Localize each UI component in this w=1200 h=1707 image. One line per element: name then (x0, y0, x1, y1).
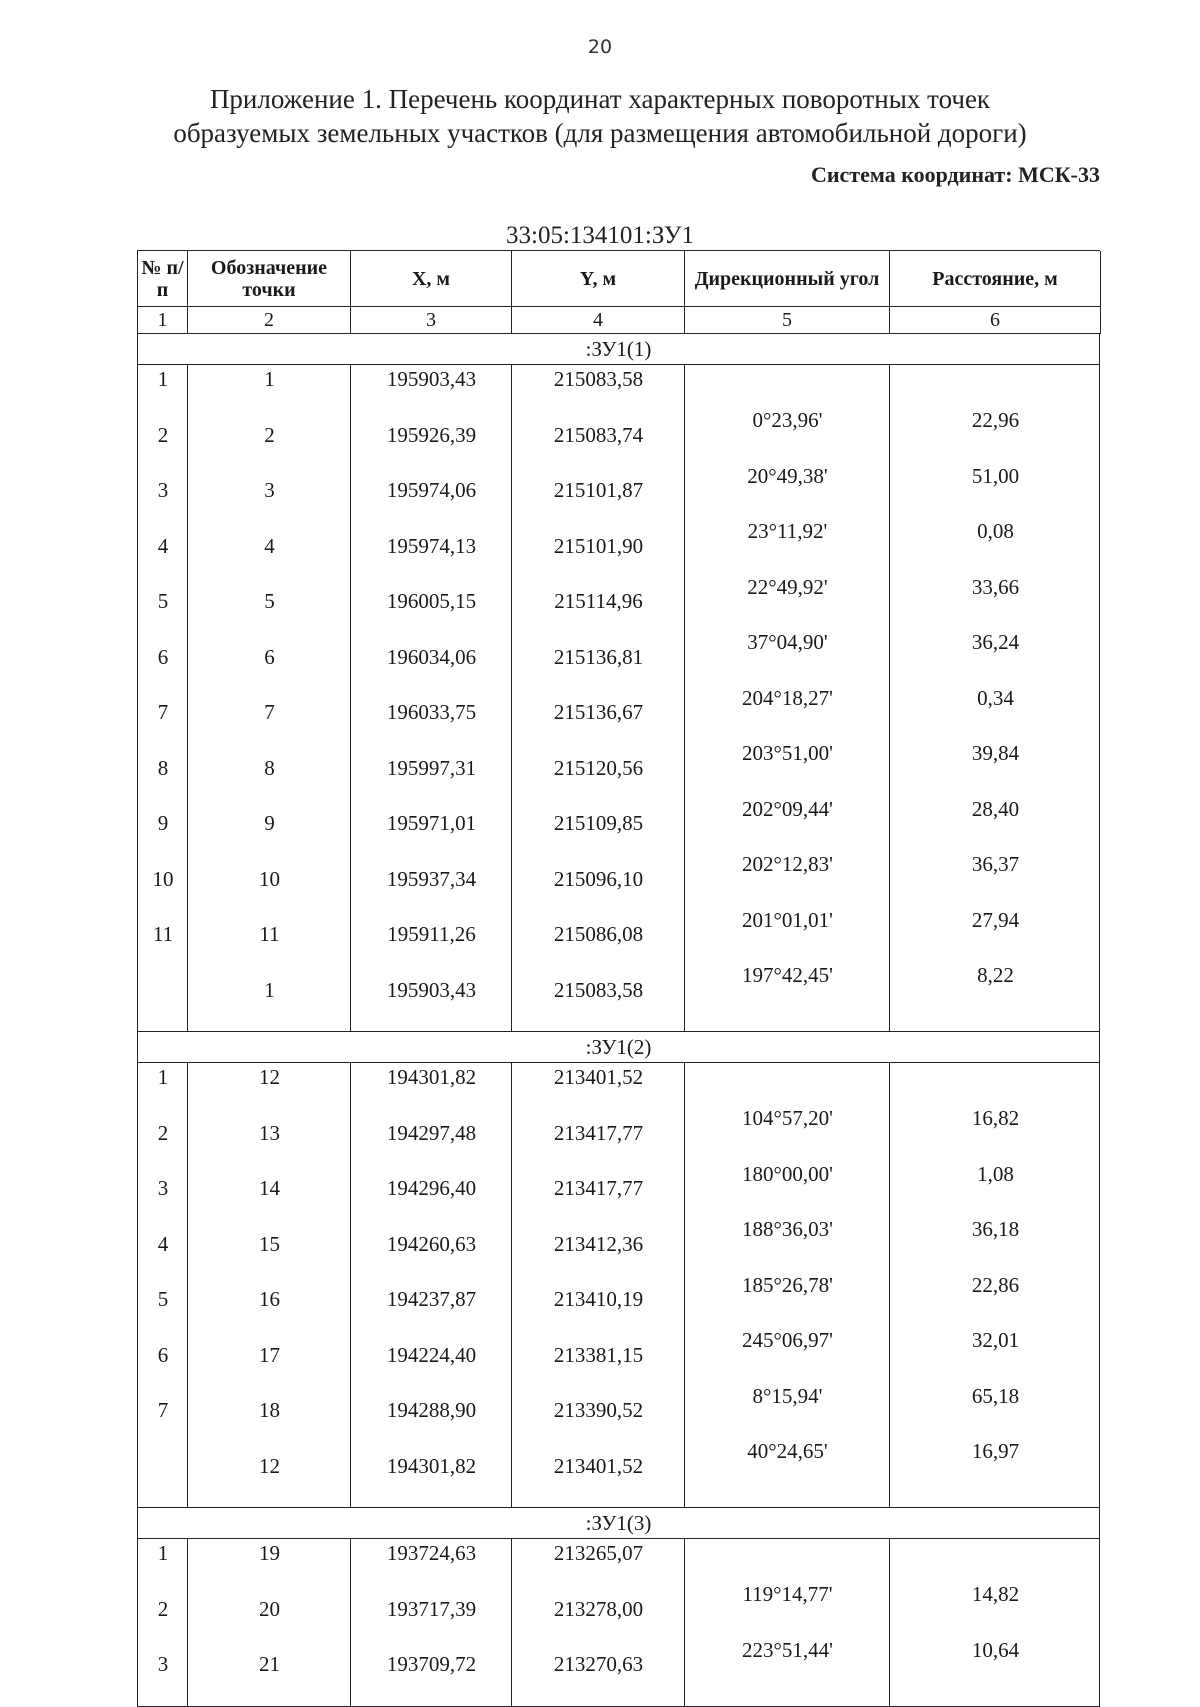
segment-spacer (512, 448, 685, 504)
segment-spacer (138, 1622, 188, 1678)
y-coordinate: 215136,67 (553, 700, 644, 724)
segment-row (138, 504, 1099, 560)
segment-spacer (138, 1146, 188, 1202)
table-body (137, 334, 1100, 1707)
segment-spacer (138, 615, 188, 671)
segment-distance: 36,37 (971, 852, 1020, 876)
segment-distance: 10,64 (971, 1637, 1020, 1662)
y-coordinate: 213417,77 (553, 1176, 644, 1200)
x-coordinate: 194297,48 (386, 1120, 477, 1145)
segment-row (138, 1424, 1099, 1480)
y-coordinate: 215109,85 (553, 811, 644, 835)
segment-distance: 36,24 (971, 630, 1020, 654)
segment-spacer (512, 393, 685, 449)
segment-row (138, 1257, 1099, 1313)
segment-spacer (351, 892, 512, 948)
x-coordinate: 194224,40 (386, 1342, 477, 1367)
segment-spacer (512, 781, 685, 837)
row-number: 11 (152, 922, 174, 946)
segment-spacer (188, 726, 351, 782)
segment-spacer (351, 559, 512, 615)
x-coordinate: 195997,31 (386, 755, 477, 780)
segment-row (138, 892, 1099, 948)
document-title (0, 82, 1200, 150)
segment-distance: 0,34 (977, 685, 1014, 710)
header-number: № п/п (138, 251, 188, 307)
direction-angle: 245°06,97' (742, 1328, 833, 1352)
segment-spacer (512, 1313, 685, 1369)
y-coordinate: 213265,07 (553, 1541, 644, 1565)
y-coordinate: 215114,96 (554, 589, 643, 613)
point-label: 14 (259, 1176, 280, 1200)
segment-spacer (512, 892, 685, 948)
segment-spacer (351, 393, 512, 449)
point-label: 16 (259, 1287, 280, 1311)
segment-spacer (188, 948, 351, 1004)
segment-row (138, 781, 1099, 837)
row-number: 6 (157, 1342, 169, 1367)
segment-spacer (512, 1202, 685, 1258)
segment-spacer (188, 1622, 351, 1678)
x-coordinate: 194237,87 (386, 1287, 477, 1311)
segment-distance: 39,84 (971, 741, 1020, 765)
direction-angle: 20°49,38' (747, 463, 828, 488)
point-label: 8 (264, 755, 275, 780)
x-coordinate: 195903,43 (386, 367, 477, 391)
segment-spacer (512, 948, 685, 1004)
y-coordinate: 213381,15 (553, 1342, 644, 1367)
direction-angle: 40°24,65' (747, 1439, 828, 1463)
column-number: 3 (351, 307, 512, 334)
point-label: 20 (259, 1596, 280, 1621)
row-number: 9 (157, 811, 169, 835)
row-number: 2 (157, 1596, 169, 1621)
point-label: 17 (259, 1342, 280, 1367)
direction-angle: 119°14,77' (742, 1582, 833, 1606)
segment-row (138, 1368, 1099, 1424)
direction-angle: 202°12,83' (742, 852, 833, 876)
x-coordinate: 195974,13 (386, 533, 477, 558)
section-rows (137, 365, 1100, 1032)
direction-angle: 185°26,78' (742, 1272, 833, 1297)
segment-row (138, 1313, 1099, 1369)
y-coordinate: 215083,74 (553, 422, 644, 447)
point-label: 3 (264, 478, 275, 502)
y-coordinate: 213412,36 (553, 1231, 644, 1256)
point-label: 19 (259, 1541, 280, 1565)
segment-spacer (351, 1622, 512, 1678)
segment-spacer (512, 726, 685, 782)
segment-spacer (351, 448, 512, 504)
segment-spacer (351, 504, 512, 560)
row-number: 4 (157, 1231, 169, 1256)
row-number: 2 (157, 422, 169, 447)
direction-angle: 202°09,44' (742, 796, 833, 821)
y-coordinate: 215083,58 (553, 367, 644, 391)
segment-distance: 51,00 (971, 463, 1020, 488)
coordinates-table (137, 250, 1100, 1707)
row-number: 3 (157, 1652, 169, 1676)
x-coordinate: 196034,06 (386, 644, 477, 669)
y-coordinate: 213390,52 (553, 1398, 644, 1422)
segment-row (138, 1202, 1099, 1258)
column-number: 1 (138, 307, 188, 334)
x-coordinate: 195911,26 (387, 922, 476, 946)
segment-row (138, 948, 1099, 1004)
segment-row (138, 726, 1099, 782)
segment-spacer (512, 1424, 685, 1480)
segment-spacer (351, 1146, 512, 1202)
segment-spacer (138, 892, 188, 948)
segment-distance: 8,22 (977, 963, 1014, 987)
segment-spacer (138, 1257, 188, 1313)
segment-spacer (512, 670, 685, 726)
segment-spacer (138, 1567, 188, 1623)
segment-distance: 14,82 (971, 1582, 1020, 1606)
direction-angle: 0°23,96' (752, 408, 823, 432)
segment-distance: 1,08 (977, 1161, 1014, 1186)
direction-angle: 104°57,20' (742, 1106, 833, 1130)
segment-row (138, 1146, 1099, 1202)
row-number: 7 (157, 1398, 169, 1422)
segment-spacer (138, 948, 188, 1004)
segment-distance: 32,01 (971, 1328, 1020, 1352)
segment-spacer (188, 1424, 351, 1480)
direction-angle: 204°18,27' (742, 685, 833, 710)
segment-spacer (138, 1368, 188, 1424)
segment-spacer (188, 559, 351, 615)
x-coordinate: 195971,01 (386, 811, 477, 835)
segment-spacer (512, 1567, 685, 1623)
segment-spacer (351, 615, 512, 671)
x-coordinate: 195926,39 (386, 422, 477, 447)
row-number: 7 (157, 700, 169, 724)
segment-distance: 36,18 (971, 1217, 1020, 1241)
x-coordinate: 196005,15 (386, 589, 477, 613)
segment-distance: 16,97 (971, 1439, 1020, 1463)
x-coordinate: 196033,75 (386, 700, 477, 724)
y-coordinate: 213270,63 (553, 1652, 644, 1676)
y-coordinate: 215083,58 (553, 977, 644, 1002)
segment-spacer (512, 504, 685, 560)
segment-spacer (188, 1313, 351, 1369)
segment-spacer (138, 837, 188, 893)
segment-spacer (351, 781, 512, 837)
y-coordinate: 215101,87 (553, 478, 644, 502)
segment-row (138, 615, 1099, 671)
segment-spacer (512, 1146, 685, 1202)
segment-spacer (188, 1091, 351, 1147)
segment-row (138, 559, 1099, 615)
segment-spacer (351, 1424, 512, 1480)
point-label: 9 (264, 811, 275, 835)
table-header (137, 250, 1100, 334)
x-coordinate: 194296,40 (386, 1176, 477, 1200)
parcel-id: 33:05:134101:ЗУ1 (506, 222, 694, 249)
point-label: 2 (264, 422, 275, 447)
direction-angle: 201°01,01' (742, 907, 833, 932)
segment-spacer (138, 670, 188, 726)
segment-spacer (512, 559, 685, 615)
segment-spacer (351, 1567, 512, 1623)
x-coordinate: 194301,82 (386, 1065, 477, 1089)
row-number: 5 (157, 1287, 169, 1311)
direction-angle: 23°11,92' (747, 519, 828, 543)
segment-row (138, 1622, 1099, 1678)
direction-angle: 203°51,00' (742, 741, 833, 765)
section-title: :ЗУ1(3) (137, 1508, 1100, 1539)
direction-angle: 197°42,45' (742, 963, 833, 987)
title-line-2: образуемых земельных участков (для размещения автомобильной дороги) (173, 118, 1027, 148)
segment-spacer (138, 448, 188, 504)
point-label: 15 (259, 1231, 280, 1256)
direction-angle: 8°15,94' (752, 1383, 823, 1408)
row-number: 5 (157, 589, 169, 613)
segment-spacer (512, 1368, 685, 1424)
point-label: 10 (259, 866, 280, 891)
segment-spacer (138, 1313, 188, 1369)
direction-angle: 37°04,90' (747, 630, 828, 654)
segment-spacer (512, 615, 685, 671)
row-number: 2 (157, 1120, 169, 1145)
segment-distance: 22,96 (971, 408, 1020, 432)
segment-spacer (188, 1202, 351, 1258)
segment-spacer (188, 615, 351, 671)
section-rows (137, 1539, 1100, 1707)
y-coordinate: 215096,10 (553, 866, 644, 891)
y-coordinate: 215136,81 (553, 644, 644, 669)
title-line-1: Приложение 1. Перечень координат характерных поворотных точек (209, 84, 991, 114)
segment-spacer (351, 670, 512, 726)
segment-spacer (138, 1091, 188, 1147)
x-coordinate: 195903,43 (386, 977, 477, 1002)
segment-spacer (351, 1368, 512, 1424)
segment-row (138, 837, 1099, 893)
header-x: X, м (351, 251, 512, 307)
direction-angle: 223°51,44' (742, 1637, 833, 1662)
segment-distance: 22,86 (971, 1272, 1020, 1297)
segment-distance: 65,18 (971, 1383, 1020, 1408)
segment-distance: 27,94 (971, 907, 1020, 932)
segment-spacer (188, 504, 351, 560)
coordinate-system: Система координат: МСК-33 (810, 162, 1100, 187)
point-label: 21 (259, 1652, 280, 1676)
segment-spacer (351, 837, 512, 893)
x-coordinate: 194301,82 (386, 1453, 477, 1478)
segment-row (138, 1567, 1099, 1623)
column-number: 6 (890, 307, 1101, 334)
section-rows (137, 1063, 1100, 1508)
segment-spacer (188, 393, 351, 449)
header-angle: Дирекционный угол (685, 251, 890, 307)
x-coordinate: 193717,39 (386, 1596, 477, 1621)
row-number: 8 (157, 755, 169, 780)
point-label: 6 (264, 644, 275, 669)
row-number: 1 (157, 1065, 169, 1089)
section-title: :ЗУ1(2) (137, 1032, 1100, 1063)
section-title: :ЗУ1(1) (137, 334, 1100, 365)
header-y: Y, м (512, 251, 685, 307)
segment-distance: 0,08 (977, 519, 1014, 543)
segment-spacer (512, 1091, 685, 1147)
y-coordinate: 213417,77 (553, 1120, 644, 1145)
segment-distance: 16,82 (971, 1106, 1020, 1130)
x-coordinate: 195937,34 (386, 866, 477, 891)
row-number: 3 (157, 478, 169, 502)
direction-angle: 180°00,00' (742, 1161, 833, 1186)
header-point: Обозначение точки (188, 251, 351, 307)
point-label: 12 (259, 1453, 280, 1478)
segment-spacer (188, 892, 351, 948)
row-number: 1 (157, 367, 169, 391)
segment-spacer (138, 726, 188, 782)
segment-spacer (138, 1424, 188, 1480)
segment-spacer (138, 393, 188, 449)
segment-row (138, 448, 1099, 504)
point-label: 7 (264, 700, 275, 724)
point-label: 5 (264, 589, 275, 613)
segment-spacer (351, 1091, 512, 1147)
segment-spacer (188, 781, 351, 837)
segment-row (138, 670, 1099, 726)
segment-spacer (351, 726, 512, 782)
y-coordinate: 213410,19 (553, 1287, 644, 1311)
y-coordinate: 213401,52 (553, 1453, 644, 1478)
segment-spacer (138, 559, 188, 615)
segment-spacer (188, 448, 351, 504)
row-number: 6 (157, 644, 169, 669)
segment-row (138, 393, 1099, 449)
x-coordinate: 193709,72 (386, 1652, 477, 1676)
segment-spacer (188, 1567, 351, 1623)
point-label: 1 (264, 977, 275, 1002)
row-number: 4 (157, 533, 169, 558)
segment-spacer (512, 837, 685, 893)
y-coordinate: 213401,52 (553, 1065, 644, 1089)
point-label: 12 (259, 1065, 280, 1089)
row-number: 1 (157, 1541, 169, 1565)
y-coordinate: 215120,56 (553, 755, 644, 780)
segment-spacer (188, 1146, 351, 1202)
row-number: 3 (157, 1176, 169, 1200)
point-label: 1 (264, 367, 275, 391)
segment-spacer (351, 1257, 512, 1313)
segment-spacer (188, 1257, 351, 1313)
x-coordinate: 194260,63 (386, 1231, 477, 1256)
header-distance: Расстояние, м (890, 251, 1101, 307)
point-label: 13 (259, 1120, 280, 1145)
segment-spacer (188, 1368, 351, 1424)
y-coordinate: 215086,08 (553, 922, 644, 946)
page-number: 20 (587, 36, 613, 58)
segment-spacer (138, 781, 188, 837)
direction-angle: 188°36,03' (742, 1217, 833, 1241)
x-coordinate: 194288,90 (386, 1398, 477, 1422)
segment-distance: 28,40 (971, 796, 1020, 821)
segment-spacer (138, 1202, 188, 1258)
segment-spacer (351, 1202, 512, 1258)
segment-spacer (188, 837, 351, 893)
segment-spacer (512, 1257, 685, 1313)
segment-spacer (188, 670, 351, 726)
column-number: 5 (685, 307, 890, 334)
point-label: 18 (259, 1398, 280, 1422)
point-label: 4 (264, 533, 275, 558)
column-number: 4 (512, 307, 685, 334)
segment-spacer (512, 1622, 685, 1678)
y-coordinate: 215101,90 (553, 533, 644, 558)
column-number: 2 (188, 307, 351, 334)
x-coordinate: 193724,63 (386, 1541, 477, 1565)
row-number: 10 (152, 866, 174, 891)
segment-spacer (351, 948, 512, 1004)
point-label: 11 (259, 922, 280, 946)
segment-spacer (138, 504, 188, 560)
segment-row (138, 1091, 1099, 1147)
segment-spacer (351, 1313, 512, 1369)
direction-angle: 22°49,92' (747, 574, 828, 599)
y-coordinate: 213278,00 (553, 1596, 644, 1621)
x-coordinate: 195974,06 (386, 478, 477, 502)
segment-distance: 33,66 (971, 574, 1020, 599)
